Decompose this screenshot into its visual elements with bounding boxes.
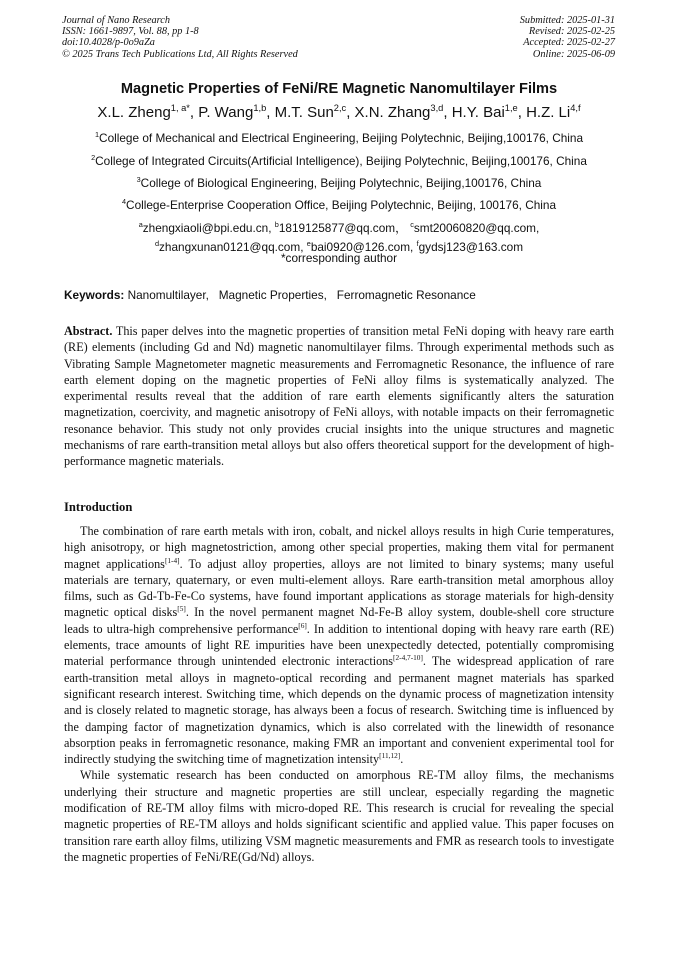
- copyright: © 2025 Trans Tech Publications Ltd, All Rights Reserved: [62, 48, 298, 60]
- date-info: [520, 15, 615, 60]
- intro-paragraph-2: While systematic research has been conducted on amorphous RE-TM alloy films, the mechanisms underlying their structure and magnetic properties are still unclear, especially regarding the magnetic modification of RE-TM alloy films with micro-doped RE. This research is crucial for revealing the special magnetic properties of RE-TM alloys and holds significant scientific and applied value. This paper focuses on transition rare earth alloy films, utilizing VSM magnetic measurements and FMR as research tools to investigate the magnetic properties of FeNi/RE(Gd/Nd) alloys.: [64, 768, 614, 864]
- doi[interactable]: doi:10.4028/p-0o9aZa: [62, 37, 155, 49]
- author: M.T. Sun$^{2,c}$,: [274, 103, 355, 121]
- email-link[interactable]: $^e$bai0920@126.com,: [306, 238, 417, 254]
- citation[interactable]: [6]: [298, 620, 307, 630]
- email-link[interactable]: $^a$zhengxiaoli@bpi.edu.cn,: [138, 220, 275, 235]
- affiliation-1: $^1$College of Mechanical and Electrical Engineering, Beijing Polytechnic, Beijing,100176, China: [94, 130, 584, 145]
- citation[interactable]: [2-4,7-10]: [393, 653, 423, 663]
- email-link[interactable]: $^d$zhangxunan0121@qq.com,: [154, 238, 307, 254]
- author: H.Z. Li$^{4,f}$: [526, 103, 581, 121]
- issn-volume: ISSN: 1661-9897, Vol. 88, pp 1-8: [62, 26, 199, 38]
- abstract: [64, 323, 614, 470]
- email-link[interactable]: $^c$smt20060820@qq.com,: [410, 220, 540, 235]
- email-link[interactable]: $^b$1819125877@qq.com，: [274, 220, 407, 235]
- keywords: [64, 288, 476, 302]
- accepted-date: Accepted: 2025-02-27: [523, 37, 615, 49]
- email-list: [0, 217, 678, 255]
- author-list: [0, 103, 678, 121]
- online-date: Online: 2025-06-09: [532, 48, 615, 60]
- paper-title: Magnetic Properties of FeNi/RE Magnetic Nanomultilayer Films: [120, 81, 558, 97]
- author: X.L. Zheng$^{1, a*}$,: [97, 103, 199, 121]
- citation[interactable]: [1-4]: [164, 555, 180, 565]
- affiliation-4: $^4$College-Enterprise Cooperation Office, Beijing Polytechnic, Beijing, 100176, China: [121, 197, 557, 212]
- email-link[interactable]: $^f$gydsj123@163.com: [416, 238, 524, 254]
- section-heading-introduction: Introduction: [64, 500, 133, 514]
- submitted-date: Submitted: 2025-01-31: [519, 15, 615, 26]
- journal-info: [62, 15, 298, 60]
- keywords-text: Nanomultilayer, Magnetic Properties, Ferromagnetic Resonance: [124, 288, 476, 302]
- corresponding-author-note: *corresponding author: [280, 251, 398, 265]
- introduction-body: [64, 523, 614, 865]
- keywords-label: Keywords:: [64, 288, 125, 302]
- citation[interactable]: [5]: [177, 604, 186, 614]
- affiliation-2: $^2$College of Integrated Circuits(Artificial Intelligence), Beijing Polytechnic, Beijing,100176, China: [91, 153, 587, 168]
- citation[interactable]: [11,12]: [379, 751, 401, 761]
- author: X.N. Zhang$^{3,d}$,: [354, 103, 452, 121]
- intro-paragraph-1: The combination of rare earth metals with iron, cobalt, and nickel alloys results in high Curie temperatures, high anisotropy, or high magnetostriction, among other special properties, making them vital for permanent magnet applications[1-4]. To adjust alloy properties, alloys are not limited to binary systems; many useful materials are ternary, quaternary, or even multi-element alloys. Rare earth-transition metal amorphous alloy films, such as Gd-Tb-Fe-Co systems, have found important applications as storage materials for high-density magnetic optical disks[5]. In the novel permanent magnet Nd-Fe-B alloy system, double-shell core structure leads to ultra-high comprehensive performance[6]. In addition to intentional doping with heavy rare earth (RE) elements, trace amounts of light RE impurities have been unexpectedly detected, potentially compromising material performance through unintended electronic interactions[2-4,7-10]. The widespread application of rare earth-transition metal alloys in magneto-optical recording and permanent magnet materials has sparked significant research interest. Switching time, which depends on the dynamic process of magnetization intensity and is closely related to magnetic storage, has always been a focus of research. Switching time is influenced by the damping factor of magnetization dynamics, which is also correlated with the linewidth of resonance absorption peaks in ferromagnetic resonance, making FMR an important and convenient experimental tool for indirectly studying the switching time of magnetization intensity[11,12].: [64, 524, 615, 767]
- author: P. Wang$^{1,b}$,: [198, 103, 275, 121]
- email-line-1: [0, 217, 678, 236]
- abstract-label: Abstract.: [64, 324, 113, 338]
- abstract-text: This paper delves into the magnetic properties of transition metal FeNi doping with heavy rare earth (RE) elements (including Gd and Nd) magnetic nanomultilayer films. Through experimental methods such as Vibrating Sample Magnetometer magnetic measurements and Ferromagnetic Resonance, the influence of rare earth element doping on the magnetic properties of FeNi alloy films is systematically analyzed. The experimental results reveal that the addition of rare earth elements significantly alters the saturation magnetization, coercivity, and magnetic anisotropy of FeNi alloys, with notable impacts on their ferromagnetic resonance behavior. This study not only provides crucial insights into the unique structures and magnetic mechanisms of rare earth-transition metal alloys but also offers theoretical support for the development of high-performance magnetic materials.: [64, 324, 614, 469]
- revised-date: Revised: 2025-02-25: [528, 26, 615, 38]
- affiliation-3: $^3$College of Biological Engineering, Beijing Polytechnic, Beijing,100176, China: [136, 175, 542, 190]
- journal-name: Journal of Nano Research: [62, 15, 171, 26]
- author: H.Y. Bai$^{1,e}$,: [451, 103, 527, 121]
